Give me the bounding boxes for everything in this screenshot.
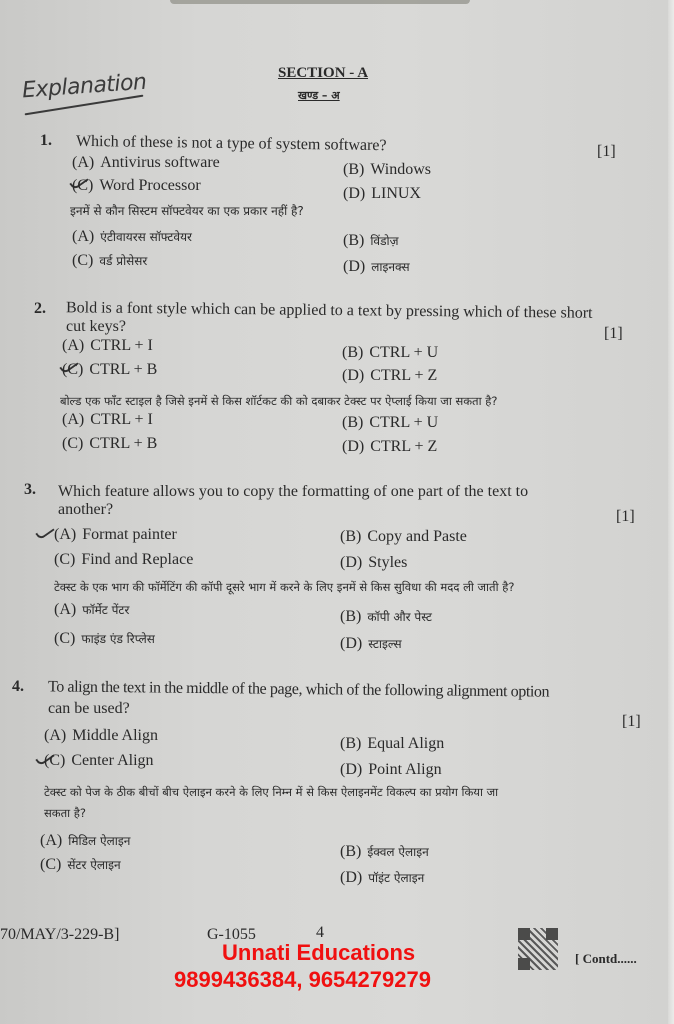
option-b-hi: [340, 843, 429, 861]
option-a-en: [62, 337, 153, 355]
marks: [1]: [597, 143, 616, 160]
series-code: G-1055: [207, 926, 256, 943]
option-label: (B): [342, 344, 364, 361]
option-label: (D): [340, 554, 363, 571]
option-label: (D): [340, 761, 363, 778]
option-c-hi: [40, 856, 121, 874]
option-a-en: [44, 727, 158, 745]
option-d-en: [340, 761, 442, 779]
checkmark-icon: [35, 524, 54, 541]
option-text: ईक्वल ऐलाइन: [367, 845, 429, 859]
option-c-en: [44, 752, 154, 770]
option-text: लाइनक्स: [371, 260, 410, 274]
option-text: स्टाइल्स: [368, 637, 402, 651]
option-text: सेंटर ऐलाइन: [67, 858, 121, 872]
page-edge: [668, 0, 674, 1024]
option-label: (A): [40, 832, 63, 849]
option-label: (B): [343, 161, 365, 178]
question-text-hi: इनमें से कौन सिस्टम सॉफ्टवेयर का एक प्रकार नहीं है?: [70, 204, 304, 218]
option-a-hi: [72, 228, 192, 246]
watermark-name: Unnati Educations: [222, 940, 416, 965]
option-text: पॉइंट ऐलाइन: [368, 871, 425, 885]
option-b-hi: [340, 608, 432, 626]
option-text: Find and Replace: [81, 551, 194, 568]
continued-label: [ Contd......: [575, 951, 637, 966]
handwritten-annotation: Explanation: [21, 69, 148, 104]
option-text: कॉपी और पेस्ट: [367, 610, 432, 624]
marks: [1]: [622, 713, 641, 730]
paper-code: 70/MAY/3-229-B]: [0, 926, 120, 943]
page-number: 4: [316, 924, 324, 941]
question-text-en: Bold is a font style which can be applied to a text by pressing which of these short: [65, 299, 593, 322]
option-text: CTRL + I: [90, 411, 153, 428]
option-b-en: [340, 528, 467, 546]
question-number: 3.: [24, 481, 36, 498]
option-text: Equal Align: [367, 735, 445, 752]
option-label: (D): [343, 185, 366, 202]
option-d-hi: [343, 258, 410, 276]
option-label: (A): [54, 526, 77, 543]
question-text-en-continued: can be used?: [48, 700, 130, 717]
option-label: (C): [40, 856, 62, 873]
question-text-en-continued: another?: [58, 501, 114, 518]
option-b-hi: [342, 414, 438, 432]
option-label: (B): [340, 843, 362, 860]
section-title-hindi: खण्ड – अ: [298, 89, 340, 102]
option-text: CTRL + Z: [370, 367, 438, 384]
option-label: (C): [62, 435, 84, 452]
option-label: (A): [44, 727, 67, 744]
option-text: फाइंड एंड रिप्लेस: [81, 632, 155, 646]
option-label: (B): [340, 528, 362, 545]
option-c-en: [54, 551, 193, 569]
option-text: CTRL + U: [369, 344, 439, 361]
option-a-en: [54, 526, 177, 544]
option-c-en: [62, 361, 157, 379]
question-text-en: Which feature allows you to copy the formatting of one part of the text to: [58, 483, 529, 500]
option-b-hi: [343, 232, 399, 250]
question-text-en: To align the text in the middle of the page, which of the following alignment option: [47, 678, 550, 701]
option-text: CTRL + B: [89, 435, 158, 452]
option-a-hi: [62, 411, 153, 429]
option-label: (D): [340, 635, 363, 652]
option-a-hi: [40, 832, 130, 850]
option-text: Windows: [370, 161, 432, 178]
option-b-en: [343, 161, 431, 179]
option-text: विंडोज़: [370, 234, 399, 248]
option-label: (A): [72, 154, 95, 171]
watermark-phones: 9899436384, 9654279279: [174, 967, 431, 992]
option-d-en: [342, 367, 437, 385]
question-text-en: Which of these is not a type of system software?: [75, 132, 387, 155]
option-label: (C): [54, 630, 76, 647]
option-d-en: [343, 185, 421, 203]
option-d-en: [340, 554, 407, 572]
page-shadow: [170, 0, 470, 4]
option-text: Styles: [368, 554, 408, 571]
option-label: (A): [62, 411, 85, 428]
option-label: (B): [340, 735, 362, 752]
option-d-hi: [340, 635, 402, 653]
option-text: Format painter: [82, 526, 177, 543]
option-b-en: [340, 735, 444, 753]
option-b-en: [342, 344, 438, 362]
option-label: (D): [343, 258, 366, 275]
question-text-hi-continued: सकता है?: [44, 806, 87, 820]
option-text: CTRL + B: [89, 361, 158, 378]
option-text: Middle Align: [72, 727, 158, 744]
option-label: (C): [72, 252, 94, 269]
marks: [1]: [616, 508, 635, 525]
option-label: (C): [44, 752, 66, 769]
option-text: CTRL + Z: [370, 438, 438, 455]
option-text: Point Align: [368, 761, 442, 778]
option-c-hi: [62, 435, 157, 453]
option-label: (A): [54, 601, 77, 618]
marks: [1]: [604, 325, 623, 342]
option-text: एंटीवायरस सॉफ्टवेयर: [100, 230, 192, 244]
question-number: 2.: [34, 300, 46, 317]
question-text-hi: टेक्स्ट को पेज के ठीक बीचों बीच ऐलाइन करने के लिए निम्न में से किस ऐलाइनमेंट विकल्प का प्रयोग किया जा: [44, 785, 499, 799]
question-number: 4.: [12, 678, 24, 695]
option-label: (B): [343, 232, 365, 249]
question-text-en-continued: cut keys?: [66, 318, 126, 335]
option-label: (D): [340, 869, 363, 886]
option-label: (A): [62, 337, 85, 354]
option-label: (C): [54, 551, 76, 568]
qr-code-icon: [518, 928, 558, 970]
option-c-en: [72, 177, 201, 195]
option-a-hi: [54, 601, 129, 619]
option-text: CTRL + U: [369, 414, 439, 431]
option-text: Antivirus software: [100, 154, 220, 171]
option-label: (B): [342, 414, 364, 431]
option-text: Center Align: [71, 752, 154, 769]
option-label: (D): [342, 367, 365, 384]
option-text: CTRL + I: [90, 337, 153, 354]
option-text: Copy and Paste: [367, 528, 467, 545]
option-text: LINUX: [371, 185, 421, 202]
option-d-hi: [340, 869, 424, 887]
option-label: (A): [72, 228, 95, 245]
question-text-hi: टेक्स्ट के एक भाग की फॉर्मेटिंग की कॉपी दूसरे भाग में करने के लिए इनमें से किस सुविधा की मदद ली जाती है?: [54, 580, 515, 594]
option-c-hi: [54, 630, 155, 648]
option-text: Word Processor: [99, 177, 201, 194]
option-label: (B): [340, 608, 362, 625]
option-label: (C): [72, 177, 94, 194]
option-a-en: [72, 154, 220, 172]
option-text: वर्ड प्रोसेसर: [99, 254, 148, 268]
option-text: फॉर्मेट पेंटर: [82, 603, 130, 617]
section-title: SECTION - A: [278, 65, 369, 81]
option-label: (D): [342, 438, 365, 455]
option-d-hi: [342, 438, 437, 456]
option-label: (C): [62, 361, 84, 378]
question-number: 1.: [40, 132, 52, 149]
option-text: मिडिल ऐलाइन: [68, 834, 131, 848]
question-text-hi: बोल्ड एक फॉंट स्टाइल है जिसे इनमें से किस शॉर्टकट की को दबाकर टेक्स्ट पर ऐप्लाई किया जा सकता है?: [60, 394, 498, 408]
option-c-hi: [72, 252, 147, 270]
